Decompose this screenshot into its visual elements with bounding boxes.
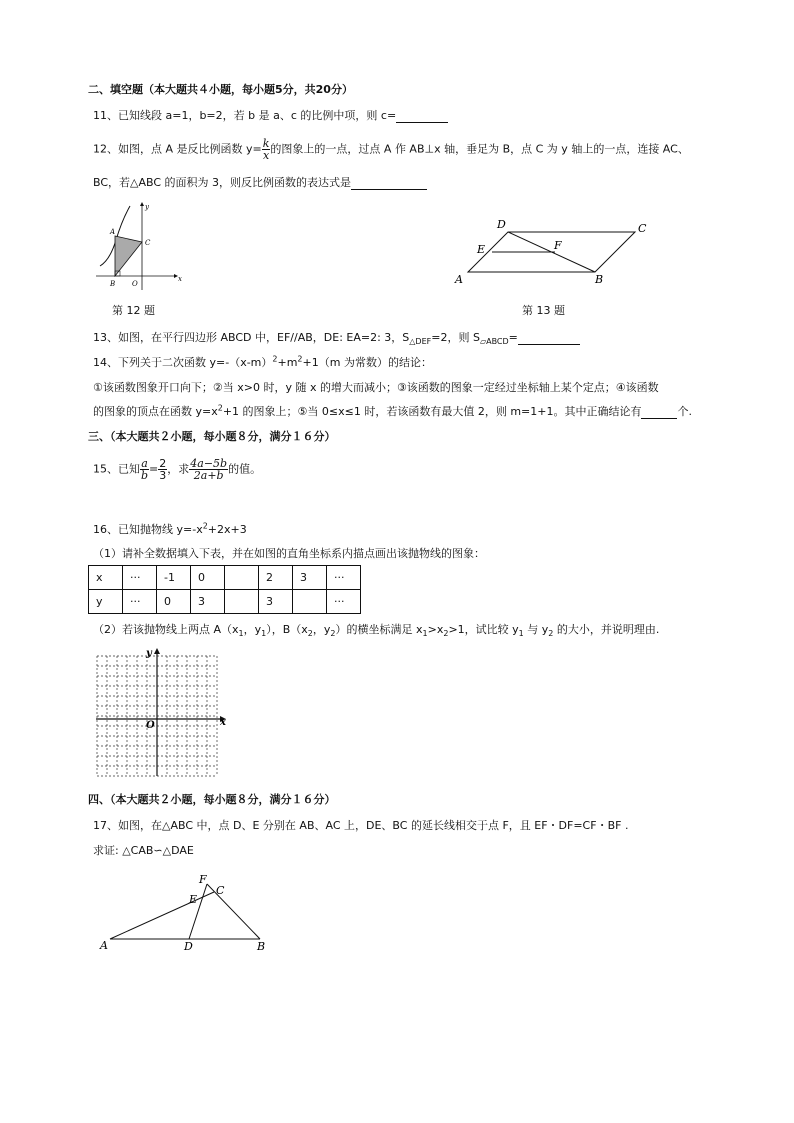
fig13-label-e: E bbox=[477, 243, 486, 256]
fig13-label-b: B bbox=[595, 273, 604, 286]
figure-12 bbox=[88, 200, 188, 295]
q16-value-table bbox=[88, 565, 361, 614]
question-16-part2 bbox=[93, 623, 659, 637]
question-12-line1 bbox=[93, 138, 689, 161]
q16p2-b: ，y bbox=[243, 623, 262, 636]
q16p2-s6: 2 bbox=[443, 629, 449, 639]
q16p2-g: >1，试比较 y bbox=[448, 623, 519, 636]
fig12-triangle-abc bbox=[115, 236, 142, 276]
q14-line3-a: 的图象的顶点在函数 y=x bbox=[93, 405, 218, 418]
q16p2-a: （2）若该抛物线上两点 A（x bbox=[93, 623, 239, 636]
q13-sub-abcd: ▱ABCD bbox=[479, 337, 509, 347]
q16p2-s4: 2 bbox=[330, 629, 336, 639]
fig12-label-x: x bbox=[178, 275, 182, 283]
q16p2-s7: 1 bbox=[518, 629, 524, 639]
question-17: 17、如图，在△ABC 中，点 D、E 分别在 AB、AC 上，DE、BC 的延长线相交于点 F，且 EF・DF=CF・BF . bbox=[93, 819, 629, 832]
table-cell: ··· bbox=[123, 590, 157, 614]
table-cell: y bbox=[89, 590, 123, 614]
table-cell: ··· bbox=[327, 590, 361, 614]
grid-y-arrow bbox=[154, 648, 160, 654]
q14-line3-sup: 2 bbox=[217, 403, 223, 413]
q16p2-f: >x bbox=[427, 623, 444, 636]
fig13-label-a: A bbox=[455, 273, 463, 286]
question-11 bbox=[93, 109, 448, 123]
fig17-segment-bf bbox=[207, 884, 260, 939]
question-15 bbox=[93, 458, 261, 481]
grid-label-y: y bbox=[146, 648, 152, 659]
table-row-x bbox=[89, 566, 361, 590]
fig12-label-c: C bbox=[145, 239, 151, 247]
question-13 bbox=[93, 331, 580, 345]
q16-text-b: +2x+3 bbox=[207, 523, 247, 536]
fig17-label-a: A bbox=[100, 939, 108, 952]
fig12-label-a: A bbox=[110, 228, 116, 236]
q15-text-a: 15、已知 bbox=[93, 462, 140, 476]
fig17-segment-ac bbox=[110, 892, 214, 939]
q14-sup-2: 2 bbox=[297, 354, 303, 364]
q14-line3-b: +1 的图象上；⑤当 0≤x≤1 时，若该函数有最大值 2，则 m=1+1。其中正确结论有 bbox=[222, 405, 642, 418]
q15-f2-den: 3 bbox=[159, 469, 167, 482]
q15-fraction-expr bbox=[189, 458, 228, 481]
figure-17 bbox=[95, 870, 275, 955]
question-14-line3 bbox=[93, 405, 692, 419]
fig17-label-d: D bbox=[184, 940, 193, 953]
fig12-y-arrow bbox=[140, 202, 144, 206]
table-cell-blank[interactable] bbox=[293, 590, 327, 614]
q12-frac-den: x bbox=[262, 149, 270, 162]
section4-heading: 四、（本大题共２小题，每小题８分，满分１６分） bbox=[88, 793, 336, 806]
q14-text-c: +1（m 为常数）的结论： bbox=[302, 356, 432, 369]
q15-f3-num: 4a−5b bbox=[190, 457, 228, 470]
fig13-label-f: F bbox=[554, 239, 562, 252]
fig12-label-y: y bbox=[145, 203, 149, 211]
q11-text: 11、已知线段 a=1，b=2，若 b 是 a、c 的比例中项，则 c= bbox=[93, 109, 397, 122]
q15-eq: = bbox=[149, 462, 159, 476]
question-12-line2 bbox=[93, 176, 427, 190]
q16p2-s8: 2 bbox=[548, 629, 554, 639]
q16p2-s5: 1 bbox=[422, 629, 428, 639]
grid-label-o: O bbox=[146, 720, 155, 731]
q14-sup-1: 2 bbox=[272, 354, 278, 364]
fig17-label-b: B bbox=[257, 940, 266, 953]
q16p2-h: 与 y bbox=[523, 623, 549, 636]
q13-sub-def: △DEF bbox=[409, 337, 432, 347]
q13-text-c: = bbox=[508, 331, 518, 344]
q16-sup: 2 bbox=[202, 521, 208, 531]
q16p2-s2: 1 bbox=[261, 629, 267, 639]
q15-f3-den: 2a+b bbox=[193, 469, 224, 482]
q13-text-a: 13、如图，在平行四边形 ABCD 中，EF//AB，DE: EA=2: 3，S bbox=[93, 331, 410, 344]
question-16-part1: （1）请补全数据填入下表，并在如图的直角坐标系内描点画出该抛物线的图象： bbox=[93, 547, 485, 560]
fig17-label-c: C bbox=[216, 884, 225, 897]
q12-text-b: 的图象上的一点，过点 A 作 AB⊥x 轴，垂足为 B，点 C 为 y 轴上的一点，连接 AC、 bbox=[270, 142, 689, 156]
table-cell: ··· bbox=[123, 566, 157, 590]
table-row-y bbox=[89, 590, 361, 614]
question-16 bbox=[93, 523, 247, 537]
q15-text-c: 的值。 bbox=[228, 462, 262, 476]
q16p2-e: ）的横坐标满足 x bbox=[335, 623, 423, 636]
fig17-label-e: E bbox=[189, 893, 198, 906]
fig13-label-d: D bbox=[497, 218, 506, 231]
q15-text-b: ，求 bbox=[167, 462, 190, 476]
q16p2-d: ，y bbox=[312, 623, 331, 636]
table-cell: 3 bbox=[293, 566, 327, 590]
q15-f2-num: 2 bbox=[159, 457, 167, 470]
q16-coordinate-grid[interactable] bbox=[96, 648, 228, 778]
figure-13 bbox=[450, 215, 660, 290]
table-cell: 0 bbox=[157, 590, 191, 614]
table-cell: x bbox=[89, 566, 123, 590]
q16-text-a: 16、已知抛物线 y=-x bbox=[93, 523, 203, 536]
fig12-label-o: O bbox=[132, 280, 138, 288]
q14-answer-blank[interactable] bbox=[641, 406, 677, 419]
question-14-line2: ①该函数图象开口向下；②当 x>0 时，y 随 x 的增大而减小；③该函数的图象一定经过坐标轴上某个定点；④该函数 bbox=[93, 381, 659, 394]
fig13-label-c: C bbox=[638, 222, 647, 235]
table-cell-blank[interactable] bbox=[225, 590, 259, 614]
q16p2-i: 的大小，并说明理由. bbox=[553, 623, 660, 636]
q15-fraction-a-b bbox=[140, 458, 149, 481]
q12-text-c: BC，若△ABC 的面积为 3，则反比例函数的表达式是 bbox=[93, 176, 352, 189]
table-cell: ··· bbox=[327, 566, 361, 590]
section2-heading: 二、填空题（本大题共４小题，每小题5分，共20分） bbox=[88, 83, 353, 96]
table-cell: 0 bbox=[191, 566, 225, 590]
q12-frac-num: k bbox=[262, 137, 270, 150]
figure-12-caption: 第 12 题 bbox=[112, 304, 155, 317]
q12-answer-blank[interactable] bbox=[351, 177, 427, 190]
q16p2-c: ），B（x bbox=[266, 623, 308, 636]
q14-text-a: 14、下列关于二次函数 y=-（x-m） bbox=[93, 356, 273, 369]
q14-line3-c: 个. bbox=[677, 405, 692, 418]
q15-fraction-2-3 bbox=[158, 458, 167, 481]
q16p2-s1: 1 bbox=[238, 629, 244, 639]
question-17-prove: 求证: △CAB∽△DAE bbox=[93, 844, 194, 857]
fig12-label-b: B bbox=[110, 280, 116, 288]
table-cell: -1 bbox=[157, 566, 191, 590]
figure-13-caption: 第 13 题 bbox=[522, 304, 565, 317]
q13-text-b: =2，则 S bbox=[431, 331, 480, 344]
q16p2-s3: 2 bbox=[307, 629, 313, 639]
table-cell: 3 bbox=[191, 590, 225, 614]
q13-answer-blank[interactable] bbox=[518, 332, 580, 345]
table-cell: 3 bbox=[259, 590, 293, 614]
q11-answer-blank[interactable] bbox=[396, 110, 448, 123]
section3-heading: 三、（本大题共２小题，每小题８分，满分１６分） bbox=[88, 430, 336, 443]
q14-text-b: +m bbox=[277, 356, 298, 369]
grid-label-x: x bbox=[220, 717, 226, 728]
table-cell: 2 bbox=[259, 566, 293, 590]
q15-f1-num: a bbox=[141, 457, 148, 470]
table-cell-blank[interactable] bbox=[225, 566, 259, 590]
fig17-label-f: F bbox=[199, 873, 207, 886]
question-14-line1 bbox=[93, 356, 432, 370]
q15-f1-den: b bbox=[141, 469, 149, 482]
q12-text-a: 12、如图，点 A 是反比例函数 y= bbox=[93, 142, 262, 156]
